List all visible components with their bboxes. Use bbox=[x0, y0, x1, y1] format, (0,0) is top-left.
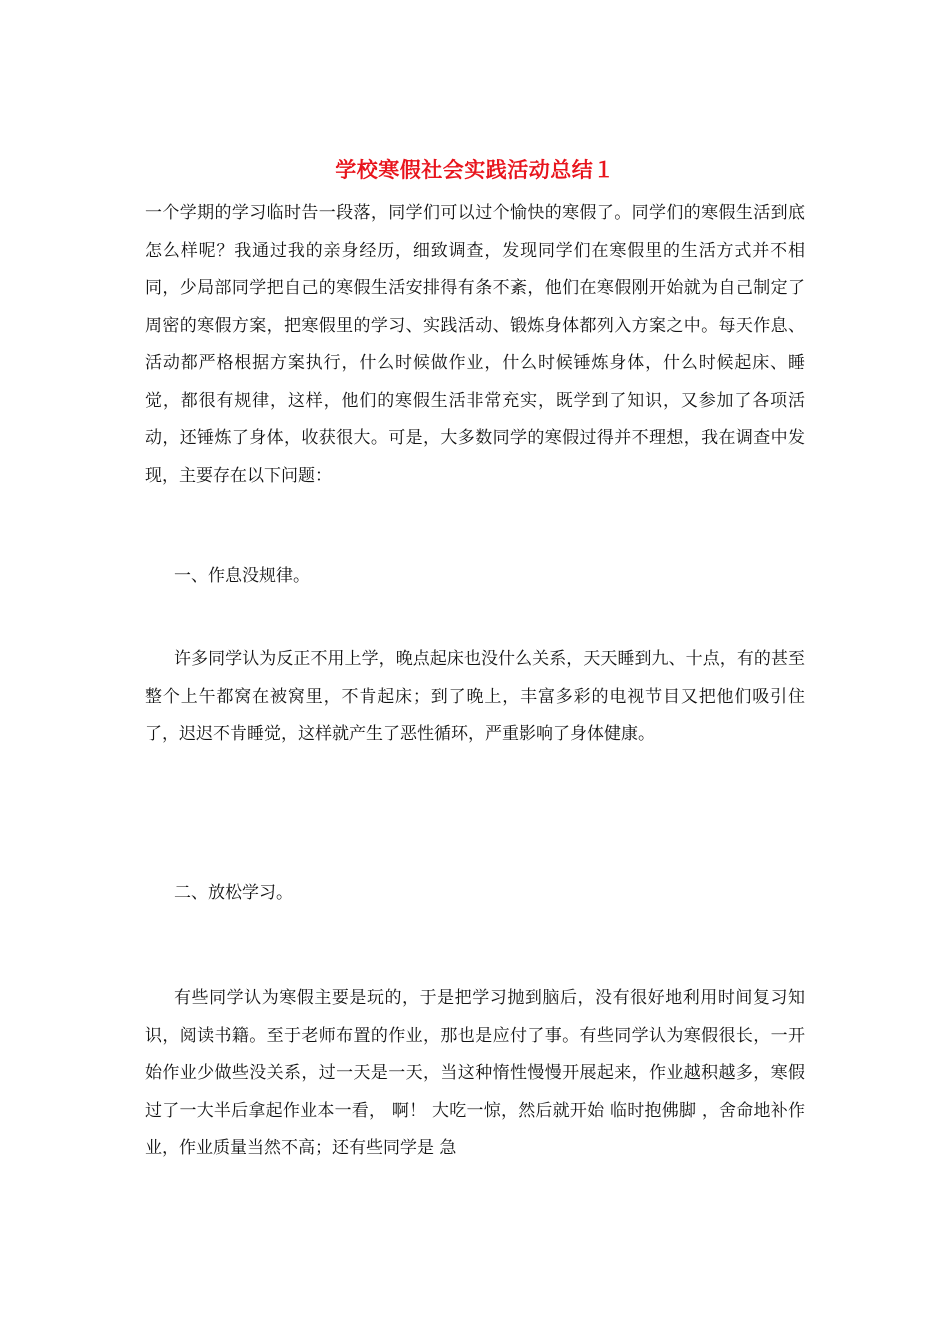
document-title: 学校寒假社会实践活动总结１ bbox=[335, 157, 615, 182]
paragraph-schedule: 许多同学认为反正不用上学，晚点起床也没什么关系，天天睡到九、十点，有的甚至整个上午都窝在被窝里，不肯起床；到了晚上，丰富多彩的电视节目又把他们吸引住了，迟迟不肯睡觉，这样就产生了恶性循环，严重影响了身体健康。 bbox=[145, 649, 805, 744]
paragraph-intro: 一个学期的学习临时告一段落，同学们可以过个愉快的寒假了。同学们的寒假生活到底怎么样呢？我通过我的亲身经历，细致调查，发现同学们在寒假里的生活方式并不相同，少局部同学把自己的寒假生活安排得有条不紊，他们在寒假刚开始就为自己制定了周密的寒假方案，把寒假里的学习、实践活动、锻炼身体都列入方案之中。每天作息、活动都严格根据方案执行，什么时候做作业，什么时候锤炼身体，什么时候起床、睡觉，都很有规律，这样，他们的寒假生活非常充实，既学到了知识，又参加了各项活动，还锤炼了身体，收获很大。可是，大多数同学的寒假过得并不理想，我在调查中发现，主要存在以下问题： bbox=[145, 203, 805, 486]
section-heading-2: 二、放松学习。 bbox=[174, 883, 293, 903]
section-heading-1: 一、作息没规律。 bbox=[174, 566, 310, 586]
paragraph-study: 有些同学认为寒假主要是玩的，于是把学习抛到脑后，没有很好地利用时间复习知识，阅读书籍。至于老师布置的作业，那也是应付了事。有些同学认为寒假很长，一开始作业少做些没关系，过一天是一天，当这种惰性慢慢开展起来，作业越积越多，寒假过了一大半后拿起作业本一看， 啊！ 大吃一惊，然后就开始 临时抱佛脚 ，舍命地补作业，作业质量当然不高；还有些同学是 急 bbox=[145, 988, 805, 1158]
